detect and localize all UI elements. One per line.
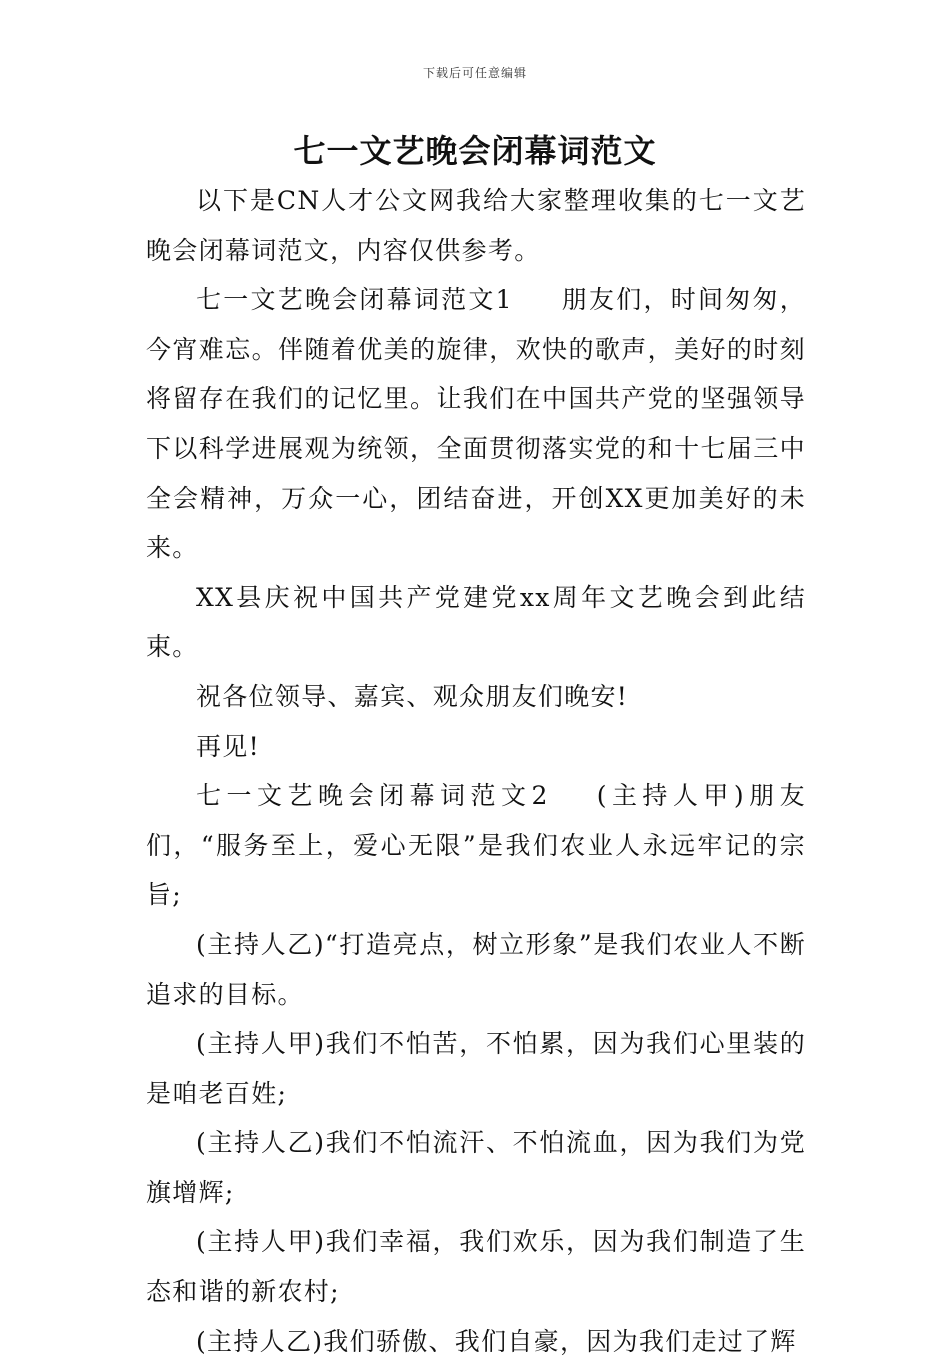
- sample-heading: 七一文艺晚会闭幕词范文2: [196, 781, 549, 811]
- paragraph-host-a-2: (主持人甲)我们幸福，我们欢乐，因为我们制造了生态和谐的新农村;: [146, 1227, 806, 1307]
- sample-text: 朋友们，时间匆匆，今宵难忘。伴随着优美的旋律，欢快的歌声，美好的时刻将留存在我们的记忆里。让我们在中国共产党的坚强领导下以科学进展观为统领，全面贯彻落实党的和十七届三中全会精神，万众一心，团结奋进，开创XX更加美好的未来。: [146, 285, 806, 563]
- sample-text: (主持人甲)朋友们，“服务至上，爱心无限”是我们农业人永远牢记的宗旨;: [146, 781, 806, 910]
- paragraph-host-b-3: (主持人乙)我们骄傲、我们自豪，因为我们走过了辉: [196, 1326, 797, 1356]
- paragraph-closing: XX县庆祝中国共产党建党xx周年文艺晚会到此结束。: [146, 582, 806, 662]
- paragraph-host-b-2: (主持人乙)我们不怕流汗、不怕流血，因为我们为党旗增辉;: [146, 1128, 806, 1207]
- sample-heading: 七一文艺晚会闭幕词范文1: [196, 285, 513, 315]
- paragraph-wishes: 祝各位领导、嘉宾、观众朋友们晚安!: [196, 681, 629, 711]
- paragraph-sample-2: [146, 771, 806, 920]
- paragraph-sample-1: [146, 275, 806, 573]
- header-note: 下载后可任意编辑: [422, 66, 527, 80]
- paragraph-intro: 以下是CN人才公文网我给大家整理收集的七一文艺晚会闭幕词范文，内容仅供参考。: [146, 186, 806, 265]
- document-title: 七一文艺晚会闭幕词范文: [293, 132, 657, 170]
- paragraph-host-a-1: (主持人甲)我们不怕苦，不怕累，因为我们心里装的是咱老百姓;: [146, 1029, 806, 1108]
- paragraph-goodbye: 再见!: [196, 731, 260, 761]
- document-body: [146, 176, 806, 1366]
- paragraph-host-b-1: (主持人乙)“打造亮点，树立形象”是我们农业人不断追求的目标。: [146, 929, 806, 1009]
